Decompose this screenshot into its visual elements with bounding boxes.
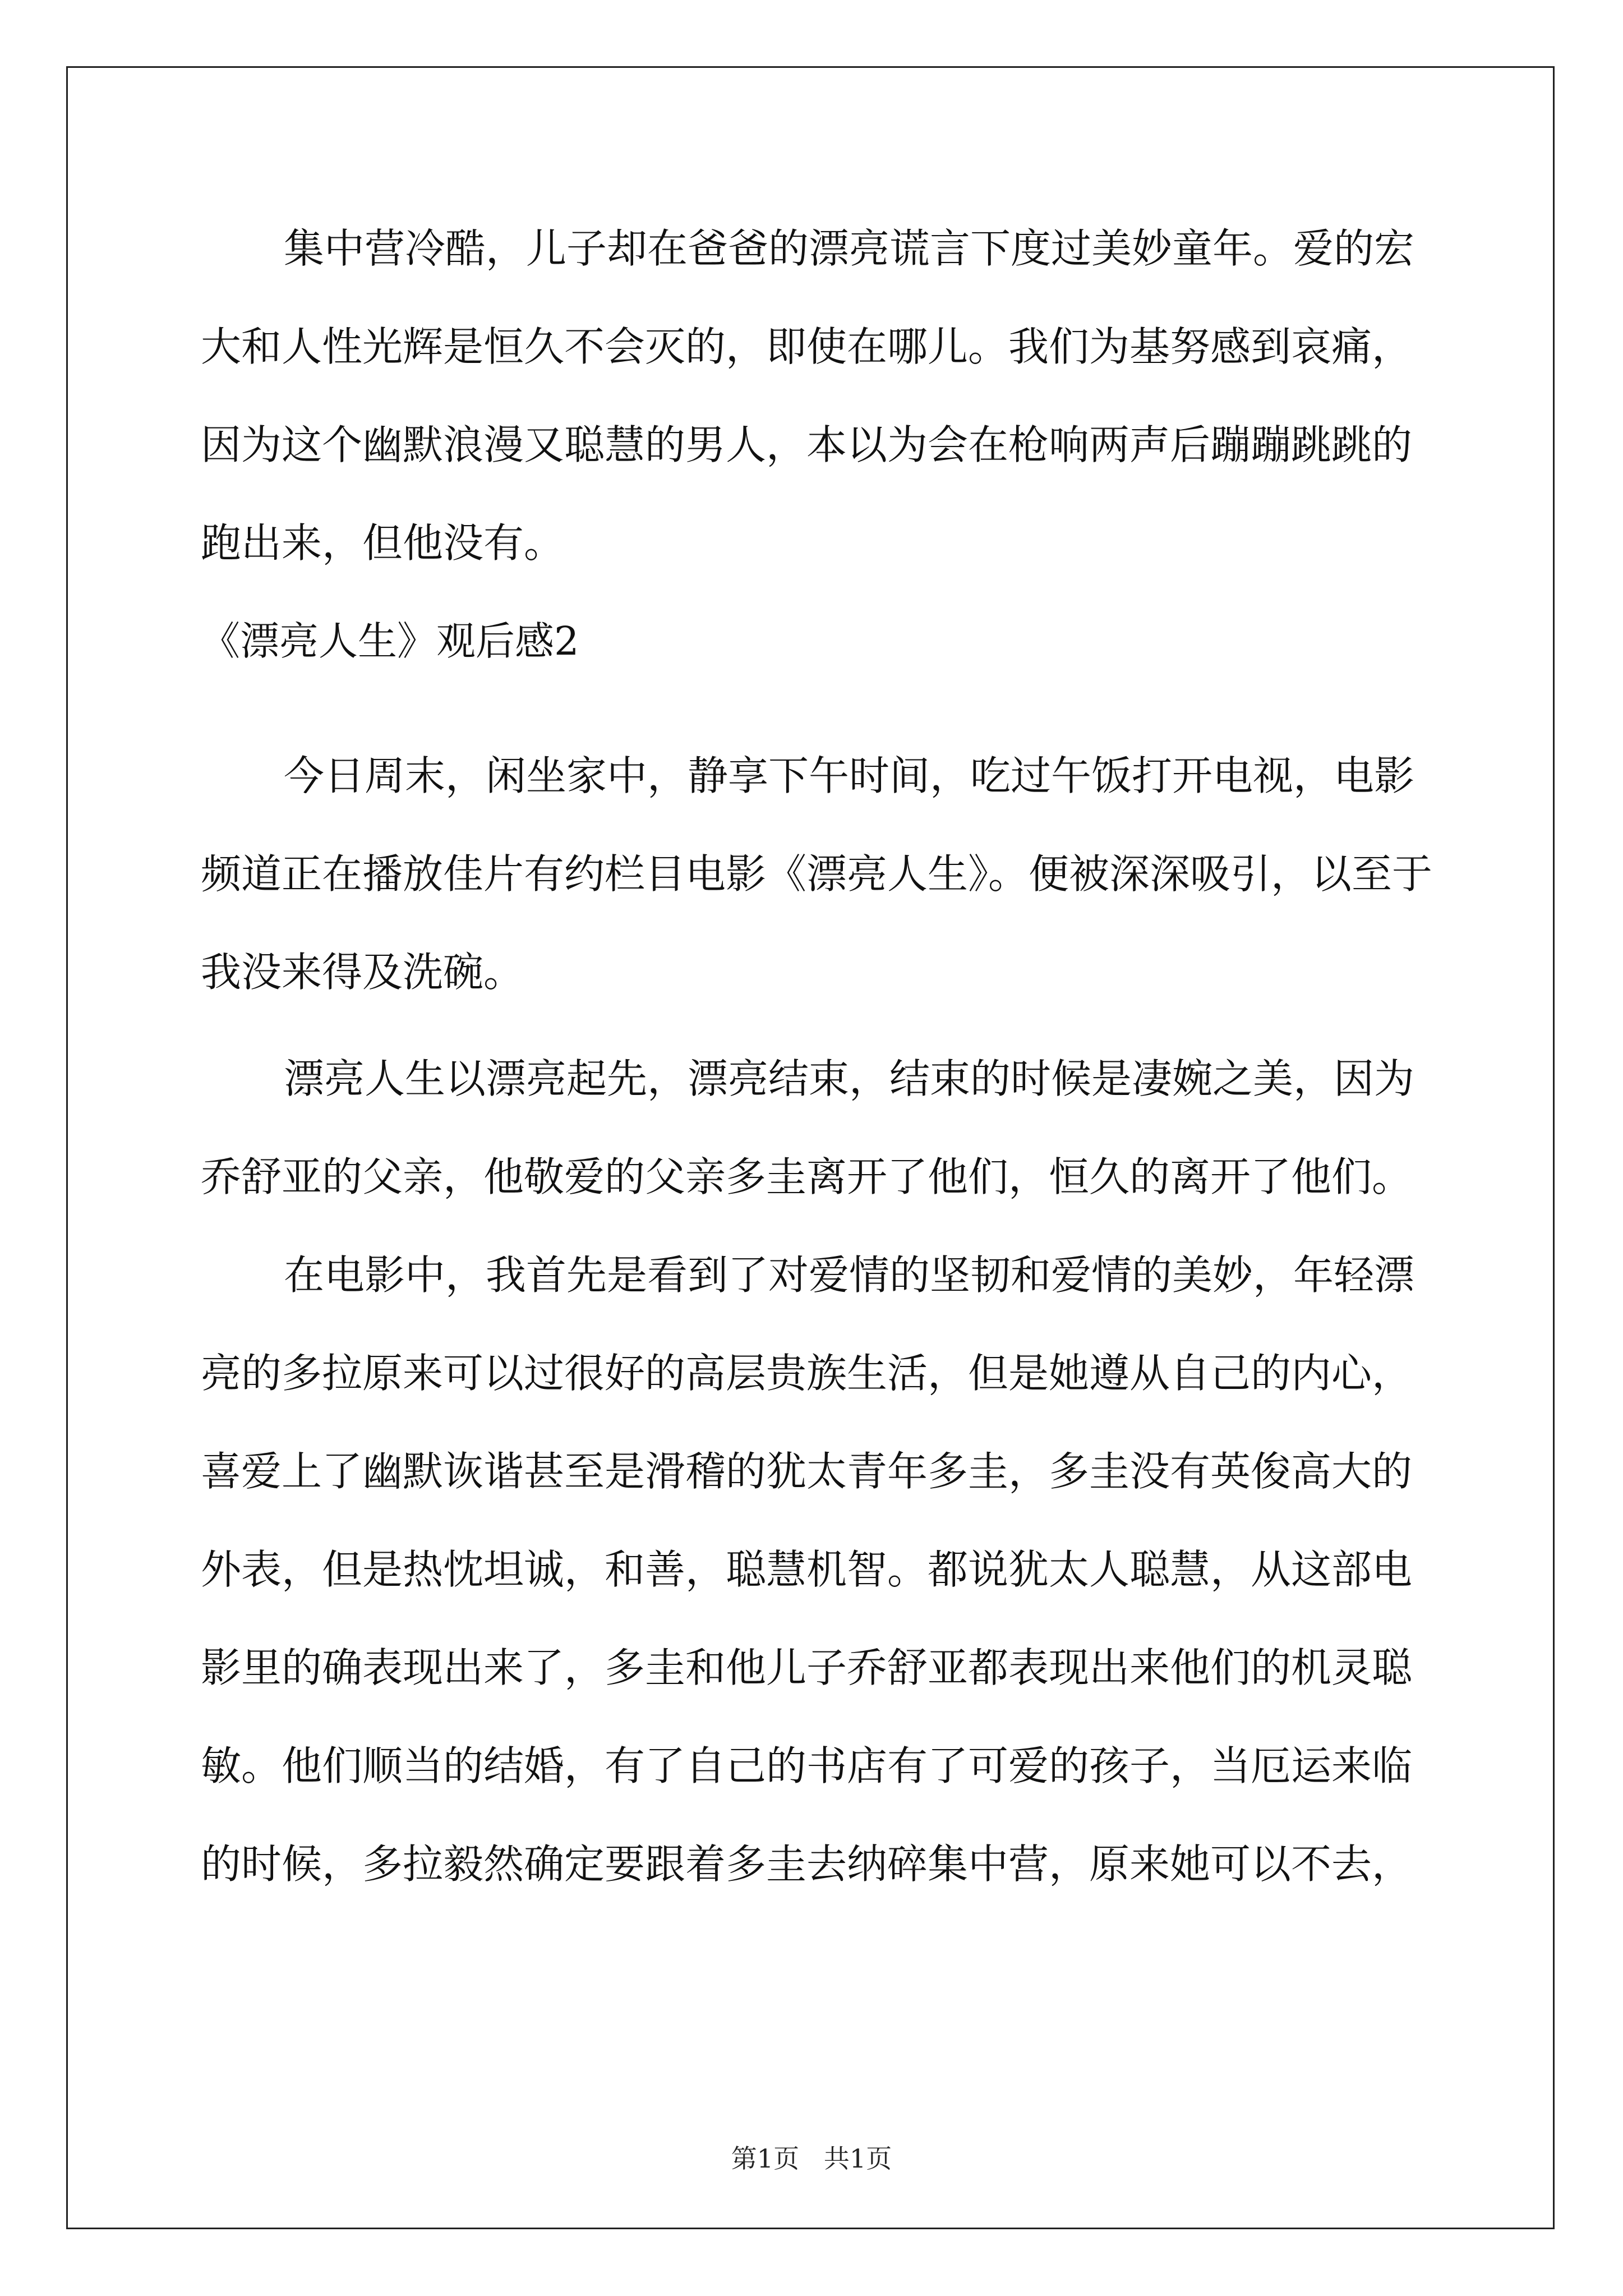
- paragraph-1-line-3: 因为这个幽默浪漫又聪慧的男人，本以为会在枪响两声后蹦蹦跳跳的: [201, 421, 1413, 468]
- paragraph-3-line-1: 漂亮人生以漂亮起先，漂亮结束，结束的时候是凄婉之美，因为: [284, 1055, 1415, 1102]
- paragraph-2-line-1: 今日周末，闲坐家中，静享下午时间，吃过午饭打开电视，电影: [284, 752, 1415, 799]
- paragraph-1-line-1: 集中营冷酷，儿子却在爸爸的漂亮谎言下度过美妙童年。爱的宏: [284, 225, 1415, 272]
- page-footer: [0, 2142, 1623, 2175]
- paragraph-4-line-5: 影里的确表现出来了，多圭和他儿子乔舒亚都表现出来他们的机灵聪: [201, 1644, 1413, 1691]
- page-number: 第1页 共1页: [731, 2143, 892, 2174]
- paragraph-4-line-7: 的时候，多拉毅然确定要跟着多圭去纳碎集中营，原来她可以不去，: [201, 1841, 1413, 1888]
- paragraph-1-line-4: 跑出来，但他没有。: [201, 519, 565, 567]
- paragraph-2-line-3: 我没来得及洗碗。: [201, 949, 524, 996]
- paragraph-4-line-6: 敏。他们顺当的结婚，有了自己的书店有了可爱的孩子，当厄运来临: [201, 1742, 1413, 1789]
- paragraph-4-line-1: 在电影中，我首先是看到了对爱情的坚韧和爱情的美妙，年轻漂: [284, 1251, 1415, 1299]
- paragraph-3-line-2: 乔舒亚的父亲，他敬爱的父亲多圭离开了他们，恒久的离开了他们。: [201, 1153, 1413, 1200]
- section-heading: 《漂亮人生》观后感2: [201, 618, 579, 664]
- paragraph-1-line-2: 大和人性光辉是恒久不会灭的，即使在哪儿。我们为基努感到哀痛，: [201, 323, 1413, 370]
- paragraph-4-line-2: 亮的多拉原来可以过很好的高层贵族生活，但是她遵从自己的内心，: [201, 1350, 1413, 1397]
- paragraph-4-line-3: 喜爱上了幽默诙谐甚至是滑稽的犹太青年多圭，多圭没有英俊高大的: [201, 1448, 1413, 1495]
- paragraph-4-line-4: 外表，但是热忱坦诚，和善，聪慧机智。都说犹太人聪慧，从这部电: [201, 1546, 1413, 1593]
- paragraph-2-line-2: 频道正在播放佳片有约栏目电影《漂亮人生》。便被深深吸引，以至于: [201, 850, 1433, 898]
- page-border: [66, 66, 1555, 2229]
